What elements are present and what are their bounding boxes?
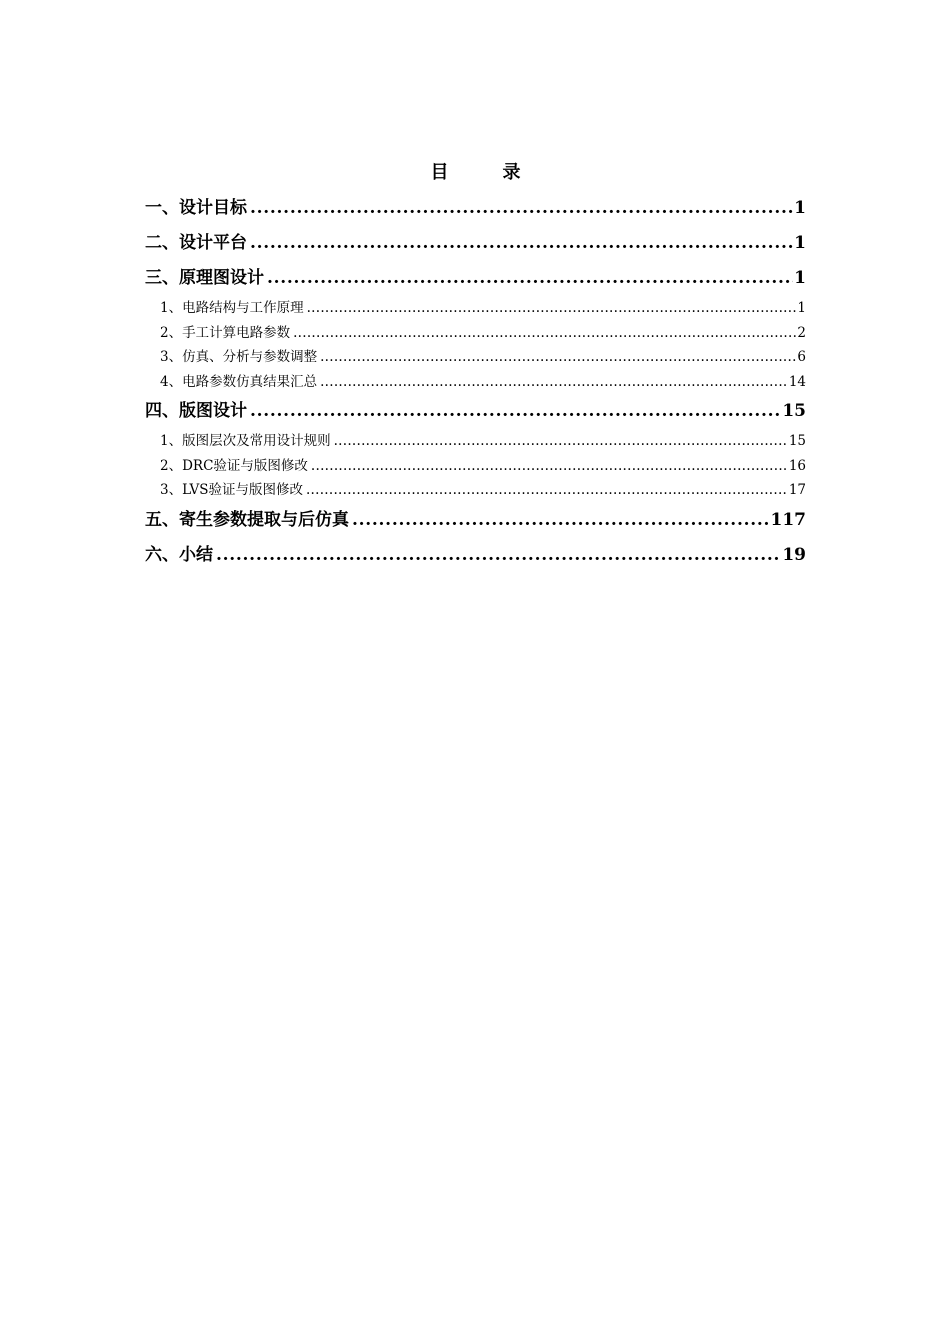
toc-title: 目 录 xyxy=(430,162,539,183)
dot-leader xyxy=(320,370,788,395)
toc-subentry-manual-calculation[interactable] xyxy=(145,321,806,346)
toc-entry-label: 1、电路结构与工作原理 xyxy=(160,300,304,316)
toc-entry-label: 3、仿真、分析与参数调整 xyxy=(160,349,318,365)
toc-entry-design-platform[interactable] xyxy=(145,226,806,261)
toc-entry-label: 四、版图设计 xyxy=(145,401,247,421)
toc-entry-page: 1 xyxy=(794,198,806,218)
toc-entry-label: 1、版图层次及常用设计规则 xyxy=(160,433,331,449)
toc-entry-schematic-design[interactable] xyxy=(145,261,806,296)
toc-entry-label: 4、电路参数仿真结果汇总 xyxy=(160,373,318,390)
toc-subentry-simulation-analysis[interactable] xyxy=(145,345,806,370)
toc-entry-page: 6 xyxy=(797,349,806,365)
toc-entry-page: 16 xyxy=(788,457,806,474)
toc-entry-page: 1 xyxy=(794,268,806,288)
toc-entry-page: 15 xyxy=(788,433,806,449)
toc-entry-label: 2、DRC验证与版图修改 xyxy=(160,457,308,474)
dot-leader xyxy=(250,191,793,226)
toc-entry-label: 五、寄生参数提取与后仿真 xyxy=(145,509,349,530)
dot-leader xyxy=(216,538,781,573)
toc-entry-layout-design[interactable] xyxy=(145,394,806,429)
toc-entry-design-goal[interactable] xyxy=(145,191,806,226)
toc-entry-summary[interactable] xyxy=(145,538,806,573)
toc-entry-page: 17 xyxy=(788,482,806,498)
toc-subentry-circuit-structure[interactable] xyxy=(145,296,806,321)
dot-leader xyxy=(306,478,788,503)
toc-entry-page: 117 xyxy=(770,509,806,530)
toc-subentry-drc[interactable] xyxy=(145,454,806,479)
toc-entry-label: 2、手工计算电路参数 xyxy=(160,324,291,341)
dot-leader xyxy=(334,429,788,454)
dot-leader xyxy=(250,226,793,261)
toc-entry-label: 3、LVS验证与版图修改 xyxy=(160,482,303,498)
toc-entry-label: 三、原理图设计 xyxy=(145,268,264,288)
toc-entry-parasitic-extraction[interactable] xyxy=(145,503,806,538)
dot-leader xyxy=(320,345,796,370)
toc-entry-page: 1 xyxy=(794,233,806,253)
toc-subentry-layout-layers[interactable] xyxy=(145,429,806,454)
dot-leader xyxy=(352,503,770,538)
table-of-contents xyxy=(145,158,806,573)
dot-leader xyxy=(307,296,797,321)
toc-entry-page: 2 xyxy=(797,324,806,341)
dot-leader xyxy=(250,394,781,429)
toc-entry-page: 14 xyxy=(788,373,806,390)
toc-entry-label: 二、设计平台 xyxy=(145,233,247,253)
toc-entry-page: 19 xyxy=(782,544,806,565)
toc-entry-page: 1 xyxy=(797,300,806,316)
toc-entry-page: 15 xyxy=(782,401,806,421)
toc-subentry-simulation-summary[interactable] xyxy=(145,370,806,395)
toc-subentry-lvs[interactable] xyxy=(145,478,806,503)
dot-leader xyxy=(311,454,788,479)
dot-leader xyxy=(267,261,793,296)
dot-leader xyxy=(293,321,796,346)
toc-entry-label: 六、小结 xyxy=(145,544,213,565)
toc-entry-label: 一、设计目标 xyxy=(145,198,247,218)
